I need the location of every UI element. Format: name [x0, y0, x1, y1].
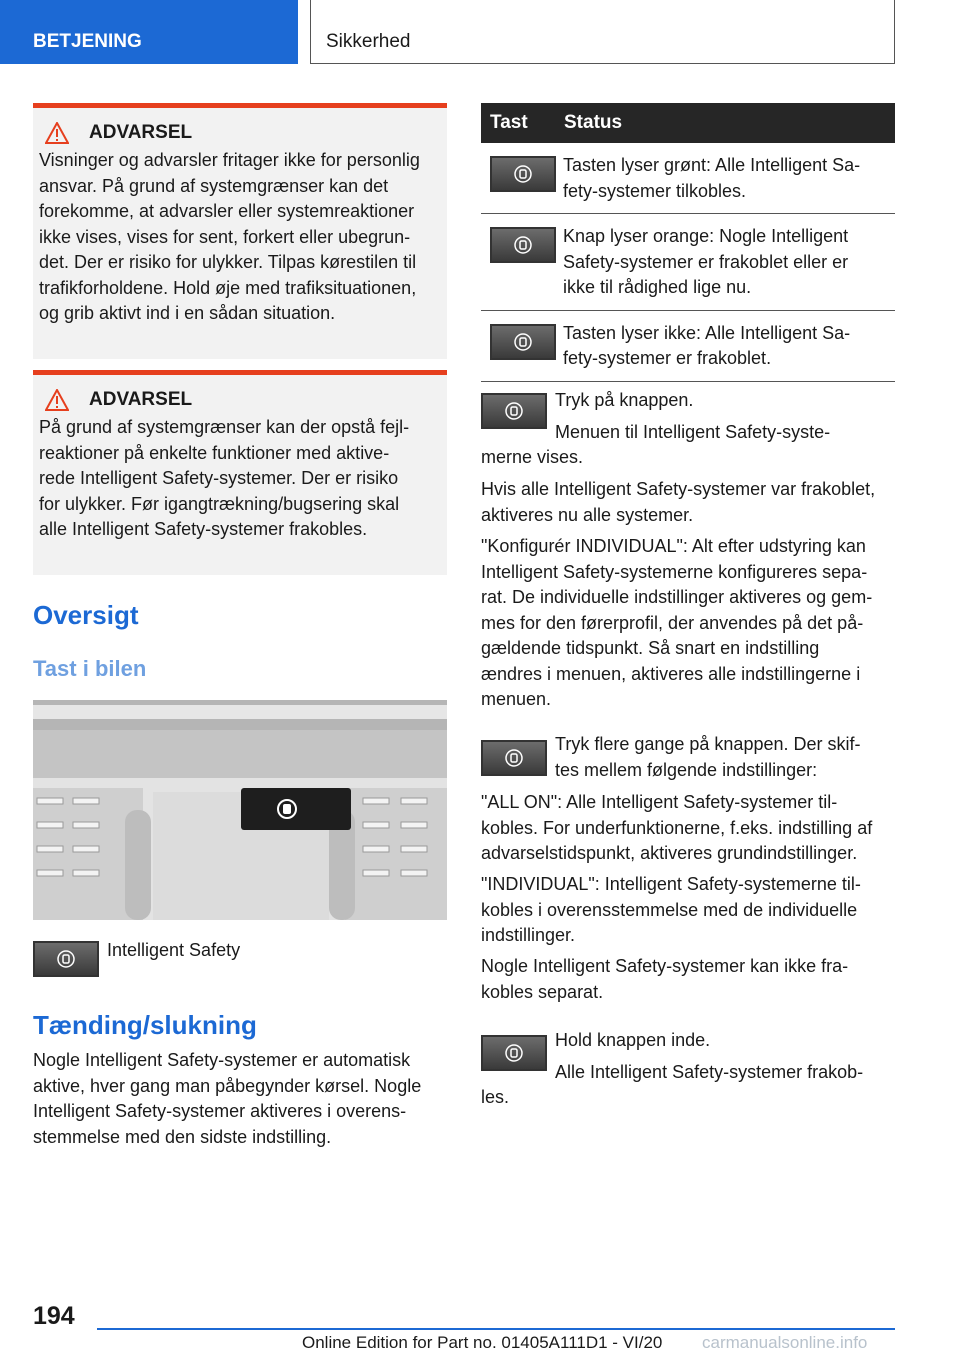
- text-line: Tasten lyser ikke: Alle Intelligent Sa-: [563, 322, 851, 343]
- step-press-button: Tryk på knappen.: [555, 390, 694, 410]
- warning-title: ADVARSEL: [89, 389, 193, 410]
- col-header-key: Tast: [490, 112, 528, 133]
- status-text: [563, 224, 895, 301]
- text-line: det. Der er risiko for ulykker. Tilpas kørestilen til: [39, 252, 417, 272]
- warning-text: [39, 148, 441, 327]
- status-table: [481, 103, 895, 382]
- table-row: [481, 143, 895, 214]
- text-line: fety-systemer tilkobles.: [563, 180, 747, 201]
- text-line: ansvar. På grund af systemgrænser kan det: [39, 175, 389, 196]
- paragraph-configure-individual: [481, 534, 872, 713]
- text-line: tes mellem følgende indstillinger:: [555, 759, 818, 780]
- paragraph-all-off: [481, 477, 875, 528]
- car-shield-icon: [504, 748, 524, 768]
- text-line: kobles separat.: [481, 981, 604, 1002]
- text-line: menuen.: [481, 689, 552, 709]
- text-line: aktiveres nu alle systemer.: [481, 504, 694, 525]
- footer-divider: [97, 1328, 895, 1330]
- button-icon: [490, 156, 556, 192]
- step-result-cont: merne vises.: [481, 447, 584, 467]
- text-line: mes for den førerprofil, der anvendes på det på-: [481, 612, 864, 633]
- text-line: Safety-systemer er frakoblet eller er: [563, 251, 849, 272]
- car-shield-icon: [513, 332, 533, 352]
- topic-tab: [310, 0, 895, 64]
- text-line: gældende tidspunkt. Så snart en indstilling: [481, 638, 820, 658]
- text-line: alle Intelligent Safety-systemer frakobles.: [39, 519, 368, 539]
- step-hold-result: Alle Intelligent Safety-systemer frakob-: [555, 1062, 864, 1082]
- button-icon: [481, 1035, 547, 1071]
- text-line: ikke vises, vises for sent, forkert eller ubegrun-: [39, 226, 411, 247]
- warning-triangle-icon: [45, 389, 69, 411]
- button-caption: Intelligent Safety: [107, 940, 241, 960]
- car-shield-icon: [513, 164, 533, 184]
- table-row: [481, 214, 895, 311]
- paragraph-all-on: [481, 790, 872, 867]
- topic-label: Sikkerhed: [326, 31, 411, 52]
- step-hold-result-cont: les.: [481, 1087, 510, 1107]
- button-icon: [490, 227, 556, 263]
- text-line: reaktioner på enkelte funktioner med aktive-: [39, 442, 390, 463]
- chapter-label: BETJENING: [33, 31, 142, 52]
- warning-box-2: [33, 370, 447, 575]
- car-shield-icon: [504, 401, 524, 421]
- warning-triangle-icon: [45, 122, 69, 144]
- button-icon: [490, 324, 556, 360]
- text-line: Knap lyser orange: Nogle Intelligent: [563, 226, 849, 246]
- text-line: ændres i menuen, aktiveres alle indstillingerne i: [481, 663, 861, 684]
- text-line: Tryk flere gange på knappen. Der skif-: [555, 734, 861, 754]
- warning-text: [39, 415, 441, 543]
- text-line: fety-systemer er frakoblet.: [563, 348, 772, 368]
- watermark: carmanualsonline.info: [702, 1333, 868, 1352]
- button-icon: [481, 740, 547, 776]
- car-shield-icon: [56, 949, 76, 969]
- step-press-repeatedly: [555, 732, 860, 783]
- text-line: "Konfigurér INDIVIDUAL": Alt efter udstyring kan: [481, 536, 866, 556]
- text-line: advarselstidspunkt, aktiveres grundindstillinger.: [481, 843, 858, 863]
- warning-box-1: [33, 103, 447, 359]
- text-line: Tasten lyser grønt: Alle Intelligent Sa-: [563, 155, 861, 175]
- text-line: "INDIVIDUAL": Intelligent Safety-systemerne til-: [481, 874, 861, 894]
- status-text: [563, 321, 895, 372]
- paragraph-individual: [481, 872, 861, 949]
- section-heading-overview: Oversigt: [33, 600, 139, 630]
- subheading-button-in-car: Tast i bilen: [33, 656, 147, 681]
- text-line: Intelligent Safety-systemer aktiveres i overens-: [33, 1101, 407, 1121]
- table-header: [481, 103, 895, 143]
- col-header-status: Status: [564, 112, 623, 133]
- text-line: Visninger og advarsler fritager ikke for personlig: [39, 150, 420, 170]
- step-hold-button: Hold knappen inde.: [555, 1030, 711, 1050]
- dashboard-button-photo: [33, 700, 447, 920]
- page-number: 194: [33, 1302, 75, 1330]
- warning-title: ADVARSEL: [89, 122, 193, 143]
- text-line: kobles. For underfunktionerne, f.eks. indstilling af: [481, 817, 873, 838]
- paragraph-not-separately: [481, 954, 848, 1005]
- text-line: Nogle Intelligent Safety-systemer er automatisk: [33, 1050, 411, 1070]
- text-line: rede Intelligent Safety-systemer. Der er risiko: [39, 468, 399, 488]
- text-line: kobles i overensstemmelse med de individuelle: [481, 899, 858, 920]
- text-line: Hvis alle Intelligent Safety-systemer var frakoblet,: [481, 479, 876, 499]
- text-line: aktive, hver gang man påbegynder kørsel. Nogle: [33, 1075, 422, 1096]
- intelligent-safety-button-icon: [33, 941, 99, 977]
- status-text: [563, 153, 895, 204]
- text-line: og grib aktivt ind i en sådan situation.: [39, 303, 336, 323]
- button-icon: [481, 393, 547, 429]
- text-line: Nogle Intelligent Safety-systemer kan ikke fra-: [481, 956, 849, 976]
- text-line: trafikforholdene. Hold øje med trafiksituationen,: [39, 277, 417, 298]
- text-line: for ulykker. Før igangtrækning/bugsering skal: [39, 493, 400, 514]
- text-line: På grund af systemgrænser kan der opstå fejl-: [39, 417, 410, 437]
- car-shield-icon: [513, 235, 533, 255]
- step-result: Menuen til Intelligent Safety-syste-: [555, 422, 831, 442]
- table-row: [481, 311, 895, 382]
- footer-edition: Online Edition for Part no. 01405A111D1 - VI/20: [302, 1333, 663, 1352]
- text-line: indstillinger.: [481, 925, 576, 945]
- text-line: stemmelse med den sidste indstilling.: [33, 1126, 332, 1147]
- text-line: ikke til rådighed lige nu.: [563, 277, 752, 297]
- section-heading-switching: Tænding/slukning: [33, 1010, 257, 1040]
- text-line: "ALL ON": Alle Intelligent Safety-systemer til-: [481, 792, 838, 812]
- text-line: forekomme, at advarsler eller systemreaktioner: [39, 201, 415, 221]
- text-line: rat. De individuelle indstillinger aktiveres og gem-: [481, 587, 873, 607]
- chapter-tab: [0, 0, 298, 64]
- switching-paragraph: [33, 1048, 421, 1150]
- car-shield-icon: [504, 1043, 524, 1063]
- text-line: Intelligent Safety-systemerne konfigureres sepa-: [481, 561, 868, 582]
